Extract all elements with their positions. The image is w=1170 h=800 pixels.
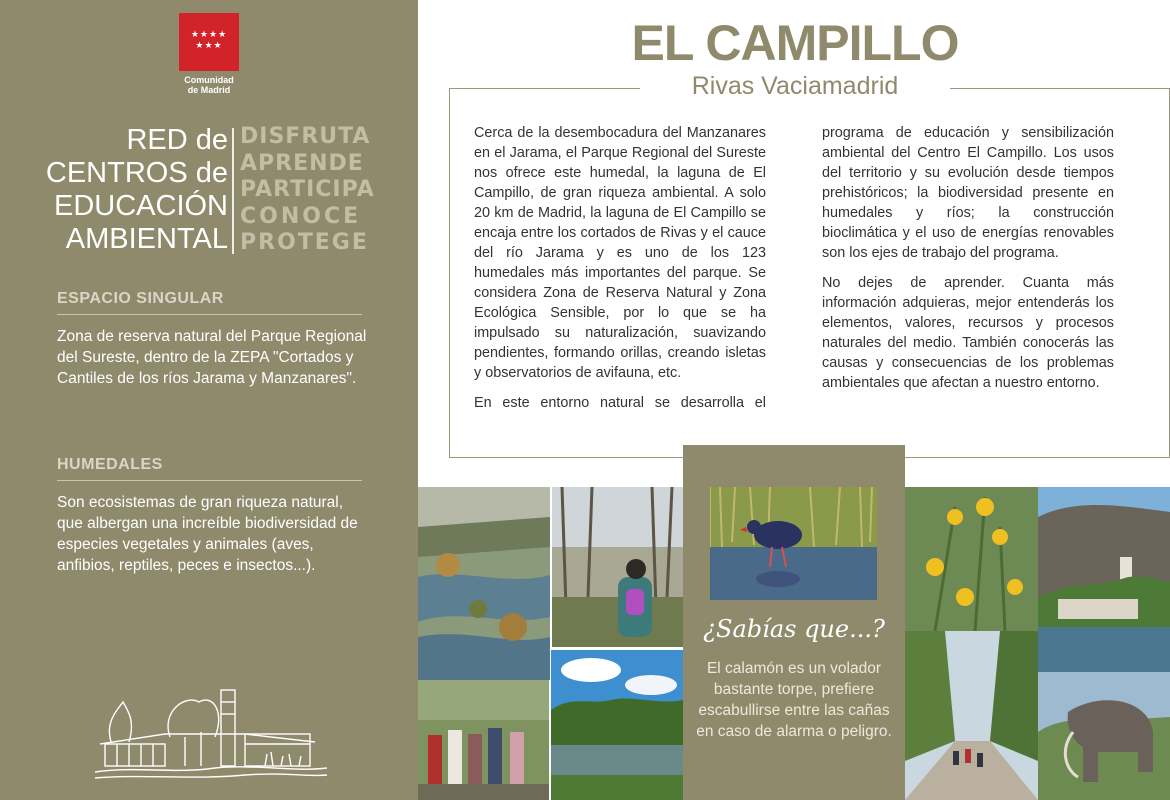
- photo-lagoon-aerial: [418, 487, 550, 680]
- humedales-rule: [57, 480, 362, 481]
- network-line: RED de: [126, 124, 228, 156]
- comunidad-madrid-logo: [179, 13, 239, 95]
- page-subtitle: Rivas Vaciamadrid: [640, 72, 950, 101]
- network-line: AMBIENTAL: [65, 223, 228, 255]
- photo-birdwatcher: [552, 487, 683, 647]
- verb-disfruta: DISFRUTA: [240, 124, 371, 149]
- did-you-know-text: El calamón es un volador bastante torpe, prefiere escabullirse entre las cañas en caso de alarma o peligro.: [696, 660, 892, 740]
- photo-river: [551, 650, 683, 800]
- network-line: EDUCACIÓN: [53, 190, 228, 222]
- did-you-know-panel: [683, 445, 905, 800]
- madrid-flag-icon: [179, 13, 239, 71]
- logo-stars: ★★★★ ★★★: [190, 30, 228, 51]
- photo-mammoth-sculpture: [1038, 672, 1170, 800]
- paragraph: Cerca de la desembocadura del Manzanares en el Jarama, el Parque Regional del Sureste nos ofrece este humedal, la laguna de El Campillo, de gran riqueza ambiental. A solo 20 km de Madrid, la laguna de El Campillo se encaja entre los cortados de Rivas y el cauce del río Jarama y es uno de los 123 humedales más importantes del parque. Se considera Zona de Reserva Natural y Zona Ecológica Sensible, por lo que se ha impulsado su naturalización, suavizando pendientes, formando orillas, creando isletas y observatorios de avifauna, etc.: [474, 125, 766, 381]
- verb-protege: PROTEGE: [240, 230, 369, 255]
- network-verbs: [240, 124, 375, 257]
- paragraph: En este entorno natural se desarrolla el: [474, 395, 766, 411]
- photo-center-building: [1038, 487, 1170, 672]
- espacio-singular-text: Zona de reserva natural del Parque Regional del Sureste, dentro de la ZEPA "Cortados y Cantiles de los ríos Jarama y Manzanares".: [57, 328, 367, 387]
- espacio-singular-heading: ESPACIO SINGULAR: [57, 290, 224, 307]
- network-divider: [232, 128, 234, 254]
- verb-aprende: APRENDE: [240, 150, 364, 176]
- photo-purple-swamphen: [710, 487, 877, 600]
- left-panel: [0, 0, 418, 800]
- text-column-2: [822, 123, 1114, 403]
- photo-cyclists-path: [905, 631, 1038, 800]
- network-title: [40, 124, 228, 256]
- text-column-1: [474, 123, 766, 423]
- page-title: EL CAMPILLO: [631, 15, 959, 71]
- building-sketch-icon: [95, 682, 327, 782]
- humedales-heading: HUMEDALES: [57, 456, 163, 473]
- paragraph: No dejes de aprender. Cuanta más información adquieras, mejor entenderás los elementos, valores, recursos y procesos naturales del medio. También conocerás las causas y consecuencias de los problemas ambientales que afectan a nuestro entorno.: [822, 275, 1114, 391]
- logo-text: Comunidad de Madrid: [184, 75, 234, 95]
- verb-conoce: CONOCE: [240, 203, 362, 229]
- photo-yellow-flowers: [905, 487, 1038, 631]
- photo-group-visit: [418, 680, 549, 800]
- espacio-singular-rule: [57, 314, 362, 315]
- verb-participa: PARTICIPA: [240, 177, 375, 202]
- did-you-know-heading: ¿Sabías que...?: [703, 615, 885, 643]
- paragraph: programa de educación y sensibilización ambiental del Centro El Campillo. Los usos del territorio y su evolución desde tiempos prehistóricos; la biodiversidad presente en humedales y ríos; la construcción bioclimática y el uso de energías renovables son los ejes de trabajo del programa.: [822, 125, 1114, 261]
- network-line: CENTROS de: [45, 157, 228, 189]
- humedales-text: Son ecosistemas de gran riqueza natural, que albergan una increíble biodiversidad de especies vegetales y animales (aves, anfibios, reptiles, peces e insectos...).: [57, 494, 358, 574]
